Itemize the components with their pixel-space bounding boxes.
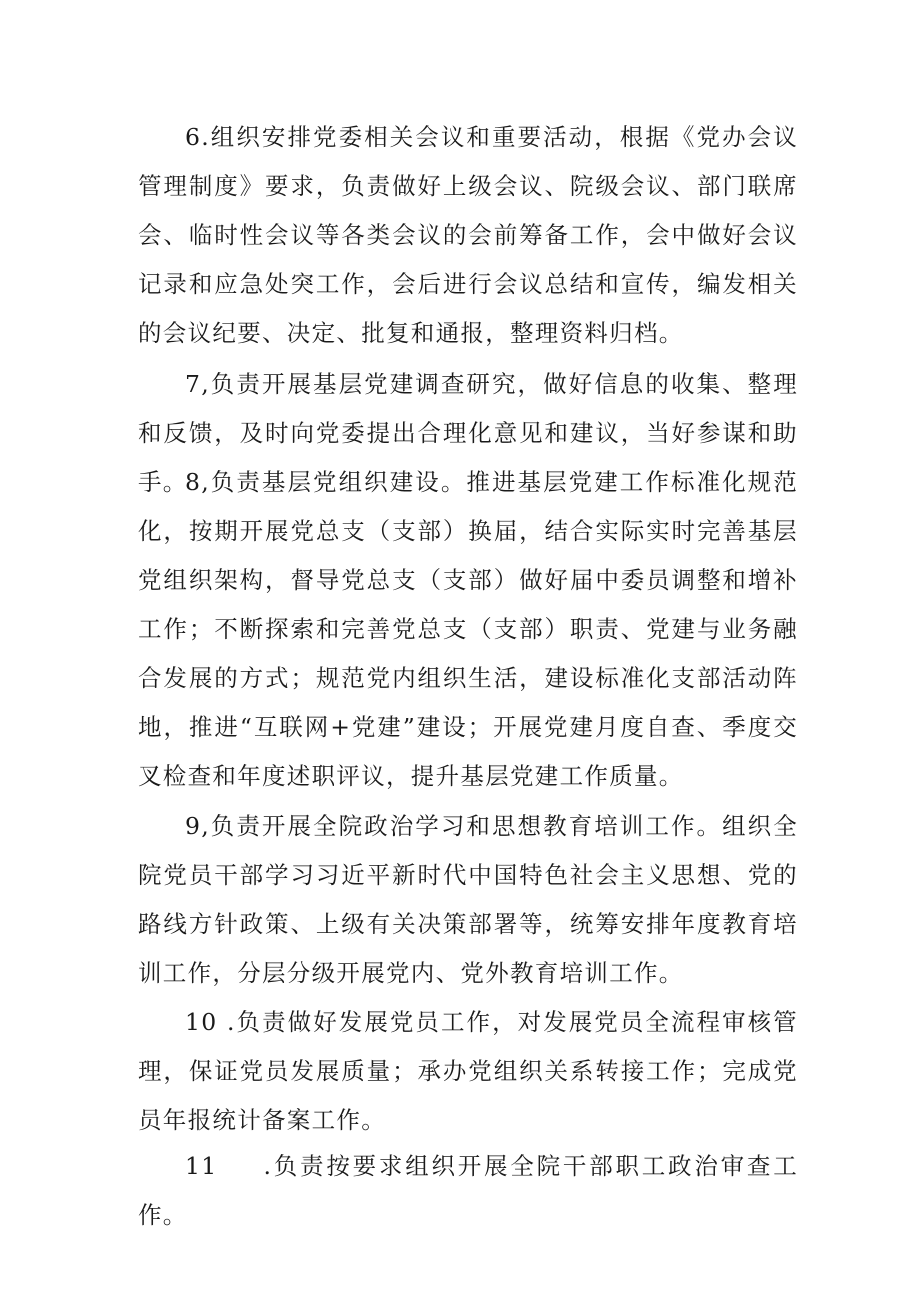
paragraph-number: 6.	[185, 123, 211, 151]
paragraph-number: 8,	[185, 468, 211, 496]
paragraph-number: 11	[185, 1152, 218, 1180]
paragraph-text: .负责按要求组织开展全院干部职工政治审查工作。	[138, 1152, 798, 1229]
paragraph-text: 负责开展全院政治学习和思想教育培训工作。组织全院党员干部学习习近平新时代中国特色社会主义思想、党的路线方针政策、上级有关决策部署等，统筹安排年度教育培训工作，分层分级开展党内、党外教育培训工作。	[138, 812, 798, 987]
paragraph-text: 负责做好发展党员工作，对发展党员全流程审核管理，保证党员发展质量；承办党组织关系转接工作；完成党员年报统计备案工作。	[138, 1008, 798, 1134]
paragraph-number: 9,	[185, 812, 211, 840]
paragraph-11	[138, 1142, 798, 1240]
paragraph-6	[138, 113, 798, 358]
paragraph-text: 组织安排党委相关会议和重要活动，根据《党办会议管理制度》要求，负责做好上级会议、院级会议、部门联席会、临时性会议等各类会议的会前筹备工作，会中做好会议记录和应急处突工作，会后进行会议总结和宣传，编发相关的会议纪要、决定、批复和通报，整理资料归档。	[138, 123, 798, 347]
paragraph-number: 7,	[185, 370, 211, 398]
paragraph-text: 负责基层党组织建设。推进基层党建工作标准化规范化，按期开展党总支（支部）换届，结合实际实时完善基层党组织架构，督导党总支（支部）做好届中委员调整和增补工作；不断探索和完善党总支（支部）职责、党建与业务融合发展的方式；规范党内组织生活，建设标准化支部活动阵地，推进“互联网+党建”建设；开展党建月度自查、季度交叉检查和年度述职评议，提升基层党建工作质量。	[138, 468, 798, 790]
paragraph-number: 10 .	[185, 1008, 236, 1036]
paragraph-text: 负责开展基层党建调查研究，做好信息的收集、整理和反馈，及时向党委提出合理化意见和建议，当好参谋和助手。	[138, 370, 798, 496]
paragraph-10	[138, 998, 798, 1145]
paragraph-9	[138, 802, 798, 998]
paragraph-8	[138, 458, 798, 801]
